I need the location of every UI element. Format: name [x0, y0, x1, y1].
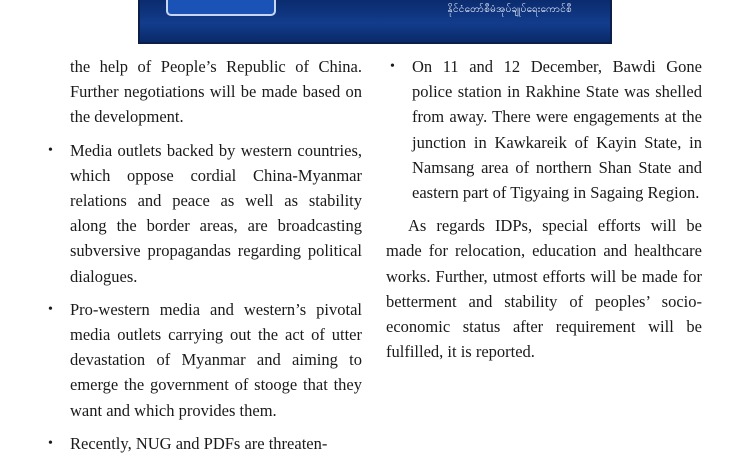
left-column: [44, 54, 362, 464]
body-paragraph: As regards IDPs, special efforts will be made for relocation, education and healthcare works. Further, utmost efforts will be made for betterment and stability of peoples’ socio-economic status after requirement will be fulfilled, it is reported.: [386, 216, 702, 362]
list-item: [44, 431, 362, 456]
list-item-text: Recently, NUG and PDFs are threaten-: [70, 433, 328, 453]
list-item-text: Media outlets backed by western countries, which oppose cordial China-Myanmar relations and peace as well as stability along the border areas, are broadcasting subversive propagandas regarding political dialogues.: [70, 140, 362, 286]
list-item-text: Pro-western media and western’s pivotal media outlets carrying out the act of utter devastation of Myanmar and aiming to emerge the government of stooge that they want and which provides them.: [70, 299, 362, 420]
banner-logo-panel: [166, 0, 276, 16]
right-column: [386, 54, 702, 364]
continued-text: the help of People’s Republic of China. Further negotiations will be made based on the development.: [70, 57, 362, 127]
bullet-icon: •: [390, 59, 395, 74]
list-item-text: On 11 and 12 December, Bawdi Gone police station in Rakhine State was shelled from away. There were engagements at the junction in Kawkareik of Kayin State, in Namsang area of northern Shan State and eastern part of Tigyaing in Sagaing Region.: [412, 57, 702, 203]
continued-paragraph: [44, 54, 362, 130]
list-item: [44, 138, 362, 289]
list-item: [44, 297, 362, 423]
banner-caption: နိုင်ငံတော်စီမံအုပ်ချုပ်ရေးကောင်စီ: [447, 4, 572, 15]
list-item: [386, 54, 702, 205]
bullet-icon: •: [48, 435, 53, 451]
header-banner: [138, 0, 612, 44]
bullet-icon: •: [48, 301, 53, 317]
bullet-icon: •: [48, 142, 53, 158]
